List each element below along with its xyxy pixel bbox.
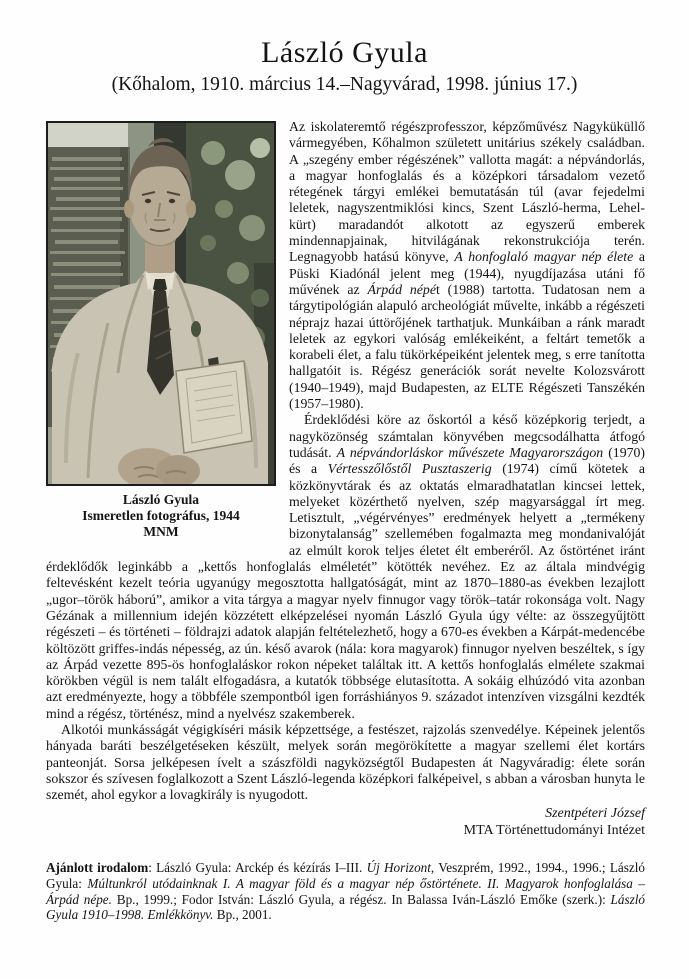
photo-caption-photographer: Ismeretlen fotográfus, 1944 <box>82 507 240 523</box>
page-title: László Gyula <box>261 36 428 69</box>
photo-caption-name: László Gyula <box>122 492 200 507</box>
signature-block <box>46 806 645 840</box>
signature-author: Szentpéteri József <box>545 806 645 822</box>
body-paragraph-1: Az iskolateremtő régészprofesszor, képzőművész Nagyküküllő vármegyében, Kőhalmon született unitárius székely családban. A „szegény ember régészének” vallotta magát: a népvándorlás, a magyar honfoglalás és a középkori társadalom vezető rétegének tárgyi emlékei bemutatásán túl (avar fejedelmi leletek, nagyszentmiklósi kincs, Szent László-herma, Lehel-kürt) maradandót alkotott az egyszerű emberek mindennapjainak, hitvilágának rekonstrukciója terén. Legnagyobb hatású könyve, A honfoglaló magyar nép élete a Püski Kiadónál jelent meg (1944), nyugdíjazása utáni fő művének az Árpád népét (1988) tartotta. Tudatosan nem a tárgytipológián alapuló archeológiát művelte, inkább a régészeti néprajz hazai úttörőjének tarthatjuk. Munkáiban a ránk maradt leletek az egykori valóság emlékeiként, a feltárt temetők a korabeli élet, a falu tükörképeiként jelentek meg, s erre tanította hallgatóit is. Régész generációk sorát nevelte Kolozsvárott (1940–1949), majd Budapesten, az ELTE Régészeti Tanszékén (1957–1980). <box>289 119 646 412</box>
photo-caption-archive: MNM <box>143 523 179 539</box>
bibliography-paragraph: Ajánlott irodalom: László Gyula: Arckép és kézírás I–III. Új Horizont, Veszprém, 1992., 1994., 1996.; László Gyula: Múltunkról utódainknak I. A magyar föld és a magyar nép őstörténete. II. Magyarok honfoglalása – Árpád népe. Bp., 1999.; Fodor István: László Gyula, a régész. In Balassa Iván-László Emőke (szerk.): László Gyula 1910–1998. Emlékkönyv. Bp., 2001. <box>46 860 645 923</box>
photo-caption <box>46 492 276 539</box>
body-paragraph-3: Alkotói munkásságát végigkíséri másik képzettsége, a festészet, rajzolás szenvedélye. Képeinek jelentős hányada baráti beszélgetéseken készült, melyek során megörökítette a magyar szellemi élet kortárs panteonját. Sorsa jelképesen ívelt a szászföldi nagyközségtől Budapesten át Nagyváradig: élete során sokszor és szívesen foglalkozott a Szent László-legenda középkori falképeivel, s abban a városban hunyta le szemét, ahol egykor a lovagkirály is nyugodott. <box>46 721 645 803</box>
page-subtitle: (Kőhalom, 1910. március 14.–Nagyvárad, 1998. június 17.) <box>111 74 578 95</box>
portrait-photo <box>46 121 276 486</box>
signature-affiliation: MTA Történettudományi Intézet <box>463 823 645 839</box>
portrait-photo-illustration <box>48 123 274 484</box>
body-paragraph-2: Érdeklődési köre az őskortól a késő középkorig terjedt, a nagyközönség számtalan könyvében megcsodálhatta átfogó tudását. A népvándorláskor művészete Magyarországon (1970) és a Vértesszőlőstől Pusztaszerig (1974) című kötetek a közkönyvtárak és az oktatás elmaradhatatlan kincsei lettek, melyeket közérthető nyelven, szép magyarsággal írt meg. Letisztult, „végérvényes” eredmények helyett a „termékeny bizonytalanság” szellemében fogalmazta meg mondanivalóját az elmúlt korok teljes életet élt emberéről. Az őstörténet iránt érdeklődők leginkább a „kettős honfoglalás elméletét” kötötték nevéhez. Ez az általa mindvégig feltevésként kezelt teória ugyanúgy megosztotta hallgatóságát, mint az 1870–1880-as években lezajlott „ugor–török háború”, amikor a vita tárgya a magyar nyelv finnugor vagy török–tatár rokonsága volt. Nagy Gézának a millennium idején közzétett elképzelései nyomán László Gyula úgy vélte: az összegyűjtött régészeti – és történeti – földrajzi adatok alapján feltételezhető, hogy a 670-es években a Kárpát-medencébe költözött griffes-indás népesség, az ún. késő avarok (nála: kora magyarok) finnugor nyelven beszéltek, s így az Árpád vezette 895-ös honfoglaláskor rokon népeket találtak itt. A kettős honfoglalás elmélete szakmai körökben végül is nem talált elfogadásra, a kutatók többsége elutasította. A sokáig elhúzódó vita azonban azt eredményezte, hogy a többféle szempontból igen forráshiányos 9. századot intenzíven vizsgálni kezdték mind a régész, történész, mind a nyelvész szakemberek. <box>46 412 645 721</box>
portrait-figure <box>46 121 276 539</box>
article-body <box>46 119 645 923</box>
